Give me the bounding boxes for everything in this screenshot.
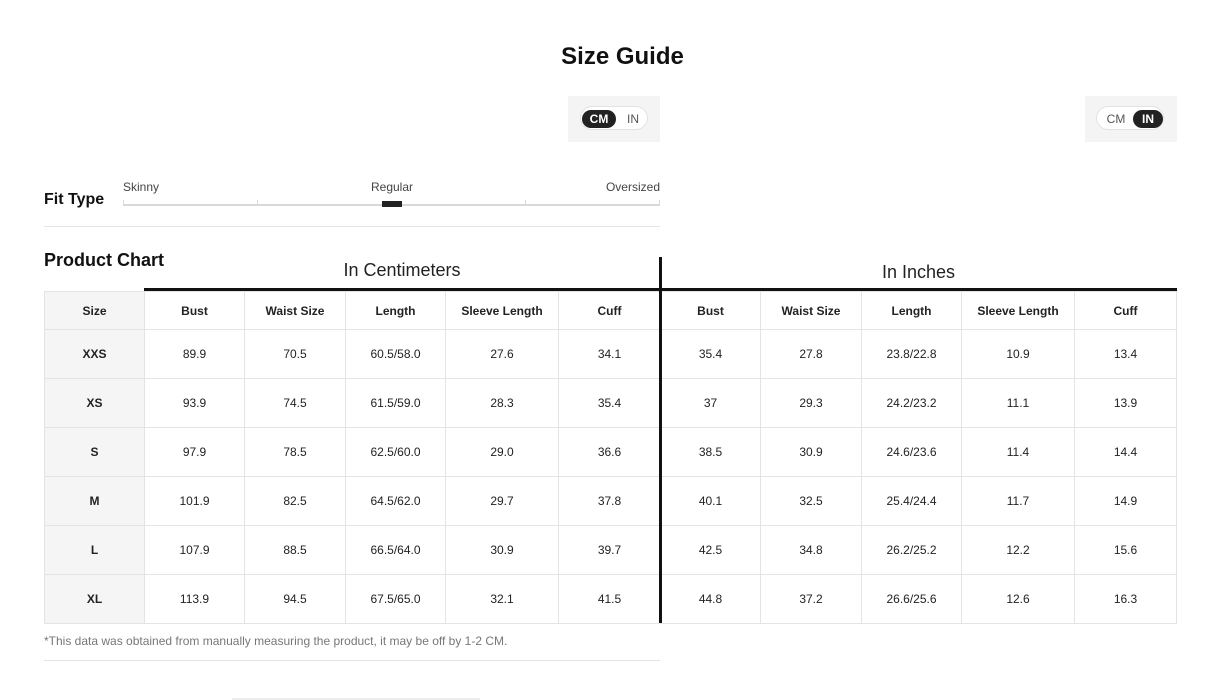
table-cell: 10.9 xyxy=(962,330,1075,379)
divider xyxy=(44,660,660,661)
size-cell: S xyxy=(45,428,145,477)
table-cell: 16.3 xyxy=(1075,575,1177,624)
table-cell: 32.5 xyxy=(761,477,862,526)
table-cell: 29.3 xyxy=(761,379,862,428)
unit-toggle-cm-panel xyxy=(568,96,660,142)
table-cell: 113.9 xyxy=(145,575,245,624)
table-cell: 44.8 xyxy=(661,575,761,624)
table-cell: 34.1 xyxy=(559,330,661,379)
header-in-cuff: Cuff xyxy=(1075,292,1177,330)
table-cell: 88.5 xyxy=(245,526,346,575)
table-cell: 38.5 xyxy=(661,428,761,477)
table-cell: 61.5/59.0 xyxy=(346,379,446,428)
table-row xyxy=(45,526,1177,575)
table-cell: 64.5/62.0 xyxy=(346,477,446,526)
table-cell: 35.4 xyxy=(661,330,761,379)
fit-option-oversized: Oversized xyxy=(605,180,660,194)
fit-scale-tick xyxy=(659,200,660,206)
table-cell: 41.5 xyxy=(559,575,661,624)
table-cell: 37.2 xyxy=(761,575,862,624)
header-cm-cuff: Cuff xyxy=(559,292,661,330)
unit-toggle-in-panel xyxy=(1085,96,1177,142)
table-row xyxy=(45,330,1177,379)
unit-option-cm[interactable]: CM xyxy=(1106,112,1126,126)
table-cell: 30.9 xyxy=(761,428,862,477)
size-cell: M xyxy=(45,477,145,526)
table-cell: 29.7 xyxy=(446,477,559,526)
table-cell: 26.2/25.2 xyxy=(862,526,962,575)
unit-toggle[interactable] xyxy=(1096,106,1164,130)
table-cell: 40.1 xyxy=(661,477,761,526)
table-cell: 29.0 xyxy=(446,428,559,477)
size-cell: L xyxy=(45,526,145,575)
table-cell: 35.4 xyxy=(559,379,661,428)
table-cell: 24.2/23.2 xyxy=(862,379,962,428)
divider xyxy=(44,226,660,227)
table-cell: 62.5/60.0 xyxy=(346,428,446,477)
header-in-sleeve: Sleeve Length xyxy=(962,292,1075,330)
table-cell: 13.9 xyxy=(1075,379,1177,428)
table-cell: 107.9 xyxy=(145,526,245,575)
table-cell: 36.6 xyxy=(559,428,661,477)
size-cell: XXS xyxy=(45,330,145,379)
unit-option-in[interactable]: IN xyxy=(627,112,639,126)
table-cell: 30.9 xyxy=(446,526,559,575)
header-cm-bust: Bust xyxy=(145,292,245,330)
header-in-bust: Bust xyxy=(661,292,761,330)
page-title: Size Guide xyxy=(561,43,684,70)
table-cell: 23.8/22.8 xyxy=(862,330,962,379)
table-cell: 89.9 xyxy=(145,330,245,379)
table-cell: 37 xyxy=(661,379,761,428)
table-cell: 74.5 xyxy=(245,379,346,428)
table-cell: 93.9 xyxy=(145,379,245,428)
unit-toggle[interactable] xyxy=(580,106,648,130)
table-cell: 12.6 xyxy=(962,575,1075,624)
table-cell: 24.6/23.6 xyxy=(862,428,962,477)
table-cell: 101.9 xyxy=(145,477,245,526)
unit-divider xyxy=(659,257,662,623)
size-cell: XS xyxy=(45,379,145,428)
table-cell: 82.5 xyxy=(245,477,346,526)
table-cell: 11.1 xyxy=(962,379,1075,428)
fit-scale-tick xyxy=(123,200,124,206)
table-cell: 14.4 xyxy=(1075,428,1177,477)
table-cell: 70.5 xyxy=(245,330,346,379)
fit-option-regular: Regular xyxy=(370,180,414,194)
table-cell: 37.8 xyxy=(559,477,661,526)
fit-option-skinny: Skinny xyxy=(123,180,160,194)
table-cell: 60.5/58.0 xyxy=(346,330,446,379)
table-cell: 32.1 xyxy=(446,575,559,624)
table-cell: 26.6/25.6 xyxy=(862,575,962,624)
table-cell: 34.8 xyxy=(761,526,862,575)
product-chart-title: Product Chart xyxy=(44,250,165,270)
unit-option-in[interactable]: IN xyxy=(1133,110,1163,128)
fit-scale-tick xyxy=(525,200,526,206)
header-size: Size xyxy=(45,292,145,330)
size-cell: XL xyxy=(45,575,145,624)
table-cell: 78.5 xyxy=(245,428,346,477)
in-table-caption: In Inches xyxy=(881,262,956,282)
cm-table-caption: In Centimeters xyxy=(343,260,461,280)
fit-scale-marker xyxy=(382,201,402,207)
header-cm-sleeve: Sleeve Length xyxy=(446,292,559,330)
table-cell: 27.6 xyxy=(446,330,559,379)
table-cell: 15.6 xyxy=(1075,526,1177,575)
table-row xyxy=(45,428,1177,477)
table-cell: 66.5/64.0 xyxy=(346,526,446,575)
table-cell: 13.4 xyxy=(1075,330,1177,379)
table-cell: 11.7 xyxy=(962,477,1075,526)
table-cell: 25.4/24.4 xyxy=(862,477,962,526)
table-cell: 42.5 xyxy=(661,526,761,575)
header-cm-waist: Waist Size xyxy=(245,292,346,330)
table-cell: 14.9 xyxy=(1075,477,1177,526)
header-in-waist: Waist Size xyxy=(761,292,862,330)
table-cell: 94.5 xyxy=(245,575,346,624)
table-row xyxy=(45,379,1177,428)
header-in-length: Length xyxy=(862,292,962,330)
fit-type-label: Fit Type xyxy=(44,191,105,208)
table-header-row xyxy=(45,292,1177,330)
table-cell: 97.9 xyxy=(145,428,245,477)
table-cell: 27.8 xyxy=(761,330,862,379)
measurement-footnote: *This data was obtained from manually measuring the product, it may be off by 1-2 CM. xyxy=(44,634,508,648)
size-chart-table xyxy=(44,291,1177,624)
table-row xyxy=(45,575,1177,624)
table-cell: 28.3 xyxy=(446,379,559,428)
unit-option-cm[interactable]: CM xyxy=(582,110,616,128)
table-cell: 67.5/65.0 xyxy=(346,575,446,624)
table-cell: 12.2 xyxy=(962,526,1075,575)
fit-scale-tick xyxy=(257,200,258,206)
header-cm-length: Length xyxy=(346,292,446,330)
table-cell: 11.4 xyxy=(962,428,1075,477)
table-row xyxy=(45,477,1177,526)
table-cell: 39.7 xyxy=(559,526,661,575)
